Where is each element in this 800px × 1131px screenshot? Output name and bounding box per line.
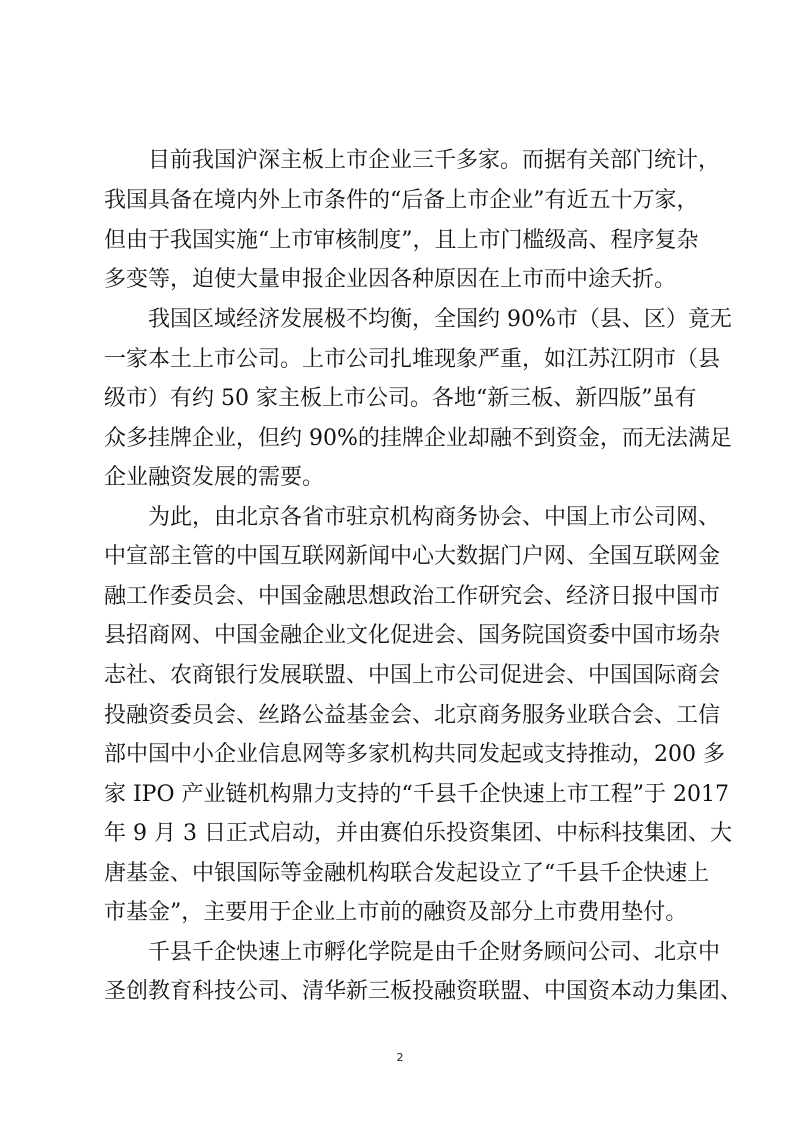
paragraph-3-line-10: 唐基金、中银国际等金融机构联合发起设立了“千县千企快速上 xyxy=(104,861,710,886)
paragraph-1-line-3: 但由于我国实施“上市审核制度”，且上市门槛级高、程序复杂 xyxy=(104,228,699,253)
paragraph-3-line-1: 为此，由北京各省市驻京机构商务协会、中国上市公司网、 xyxy=(148,505,721,530)
paragraph-2-line-3: 级市）有约 50 家主板上市公司。各地“新三板、新四版”虽有 xyxy=(104,386,697,411)
paragraph-3-line-5: 志社、农商银行发展联盟、中国上市公司促进会、中国国际商会 xyxy=(104,663,721,688)
paragraph-1-line-2: 我国具备在境内外上市条件的“后备上市企业”有近五十万家， xyxy=(104,188,699,213)
paragraph-4-line-2: 圣创教育科技公司、清华新三板投融资联盟、中国资本动力集团、 xyxy=(104,979,743,1004)
paragraph-3-line-3: 融工作委员会、中国金融思想政治工作研究会、经济日报中国市 xyxy=(104,584,721,609)
paragraph-2-line-4: 众多挂牌企业，但约 90%的挂牌企业却融不到资金，而无法满足 xyxy=(104,426,732,451)
paragraph-3-line-6: 投融资委员会、丝路公益基金会、北京商务服务业联合会、工信 xyxy=(104,703,721,728)
paragraph-2-line-1: 我国区域经济发展极不均衡，全国约 90%市（县、区）竟无 xyxy=(148,307,732,332)
paragraph-3-line-8: 家 IPO 产业链机构鼎力支持的“千县千企快速上市工程”于 2017 xyxy=(104,782,729,807)
paragraph-1-line-4: 多变等，迫使大量申报企业因各种原因在上市而中途夭折。 xyxy=(104,267,677,292)
paragraph-3-line-7: 部中国中小企业信息网等多家机构共同发起或支持推动，200 多 xyxy=(104,742,725,767)
page-number: 2 xyxy=(396,1051,404,1064)
paragraph-3-line-11: 市基金”，主要用于企业上市前的融资及部分上市费用垫付。 xyxy=(104,900,688,925)
paragraph-4-line-1: 千县千企快速上市孵化学院是由千企财务顾问公司、北京中 xyxy=(148,940,721,965)
paragraph-2-line-5: 企业融资发展的需要。 xyxy=(104,465,325,490)
paragraph-3-line-2: 中宣部主管的中国互联网新闻中心大数据门户网、全国互联网金 xyxy=(104,544,721,569)
paragraph-3-line-4: 县招商网、中国金融企业文化促进会、国务院国资委中国市场杂 xyxy=(104,623,721,648)
paragraph-2-line-2: 一家本土上市公司。上市公司扎堆现象严重，如江苏江阴市（县 xyxy=(104,347,721,372)
paragraph-3-line-9: 年 9 月 3 日正式启动，并由赛伯乐投资集团、中标科技集团、大 xyxy=(104,821,732,846)
paragraph-1-line-1: 目前我国沪深主板上市企业三千多家。而据有关部门统计， xyxy=(148,148,721,173)
